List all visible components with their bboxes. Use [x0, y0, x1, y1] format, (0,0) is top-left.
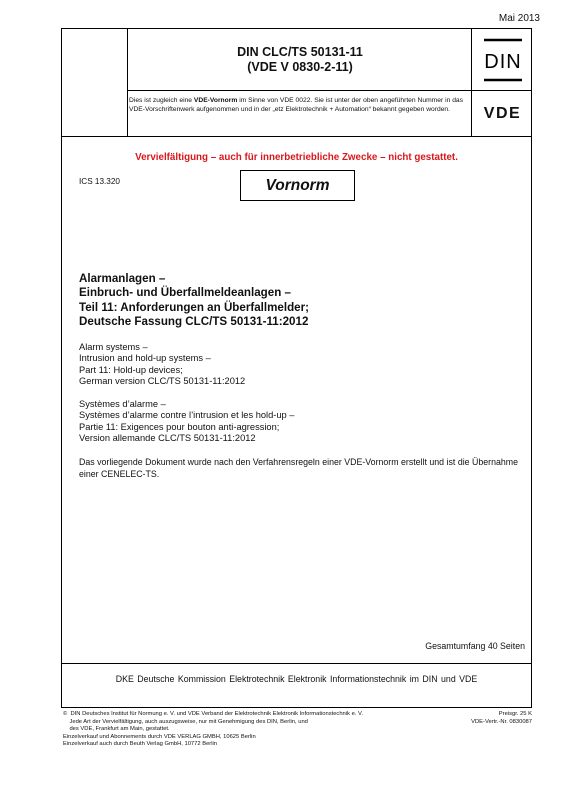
committee-name: DKE Deutsche Kommission Elektrotechnik Elektronik Informationstechnik im DIN und VDE [115, 674, 478, 684]
notice-vde-vornorm: VDE-Vornorm [193, 97, 238, 104]
french-title-line: Systèmes d’alarme contre l’intrusion et les hold-up – [79, 410, 295, 421]
french-title-line: Version allemande CLC/TS 50131-11:2012 [79, 433, 256, 444]
document-type-box: Vornorm [240, 170, 355, 201]
svg-text:DIN: DIN [483, 51, 522, 73]
procedure-statement: Das vorliegende Dokument wurde nach den Verfahrensregeln einer VDE-Vornorm erstellt und ist die Übernahme einer CENELEC-TS. [79, 457, 518, 479]
standard-title-block [128, 29, 472, 91]
standard-number: DIN CLC/TS 50131-11 [237, 45, 363, 59]
price-info [471, 711, 532, 726]
vde-order-number: VDE-Vertr.-Nr. 0830087 [471, 718, 532, 725]
vde-classification-number: (VDE V 0830-2-11) [247, 60, 353, 74]
vde-logo: VDE [483, 104, 522, 122]
notice-prefix: Dies ist zugleich eine [129, 97, 194, 104]
german-title-line: Alarmanlagen – [79, 272, 166, 285]
price-group: Preisgr. 25 K [498, 711, 532, 717]
english-title-line: Alarm systems – [79, 342, 148, 352]
committee-divider-top [62, 663, 531, 664]
german-title-line: Deutsche Fassung CLC/TS 50131-11:2012 [79, 314, 309, 328]
english-title-line: Part 11: Hold-up devices; [79, 364, 183, 375]
english-title-line: German version CLC/TS 50131-11:2012 [79, 376, 246, 387]
total-pages: Gesamtumfang 40 Seiten [425, 641, 525, 651]
header-divider-bottom [62, 136, 531, 137]
din-logo-icon [482, 38, 524, 82]
german-title [79, 272, 519, 329]
copyright-footer [63, 711, 418, 749]
sales-line: Einzelverkauf und Abonnements durch VDE VERLAG GMBH, 10625 Berlin [63, 733, 256, 740]
french-title-line: Systèmes d’alarme – [79, 399, 166, 409]
copy-warning: Vervielfältigung – auch für innerbetriebliche Zwecke – nicht gestattet. [135, 152, 458, 163]
german-title-line: Teil 11: Anforderungen an Überfallmelder; [79, 300, 309, 314]
din-logo [473, 29, 532, 91]
notice-suffix: im Sinne von VDE 0022. Sie ist unter der oben angeführten Nummer in das VDE-Vorschriftenwerk aufgenommen und in der „etz Elektrotechnik + Automation“ bekannt gegeben worden. [129, 97, 463, 113]
english-title [79, 342, 519, 388]
copyright-line: des VDE, Frankfurt am Main, gestattet. [63, 726, 170, 733]
title-page-frame [61, 28, 532, 708]
ics-code: ICS 13.320 [79, 177, 120, 186]
copyright-line: Jede Art der Vervielfältigung, auch auszugsweise, nur mit Genehmigung des DIN, Berlin, und [63, 718, 308, 725]
french-title-line: Partie 11: Exigences pour bouton anti-agression; [79, 421, 280, 432]
french-title [79, 399, 519, 445]
sales-line: Einzelverkauf auch durch Beuth Verlag GmbH, 10772 Berlin [63, 741, 218, 748]
copyright-line: © DIN Deutsches Institut für Normung e. V. und VDE Verband der Elektrotechnik Elektronik Informationstechnik e. V. [63, 711, 363, 717]
publication-date: Mai 2013 [498, 13, 540, 24]
german-title-line: Einbruch- und Überfallmeldeanlagen – [79, 286, 291, 300]
english-title-line: Intrusion and hold-up systems – [79, 353, 211, 364]
vde-notice [129, 97, 463, 114]
